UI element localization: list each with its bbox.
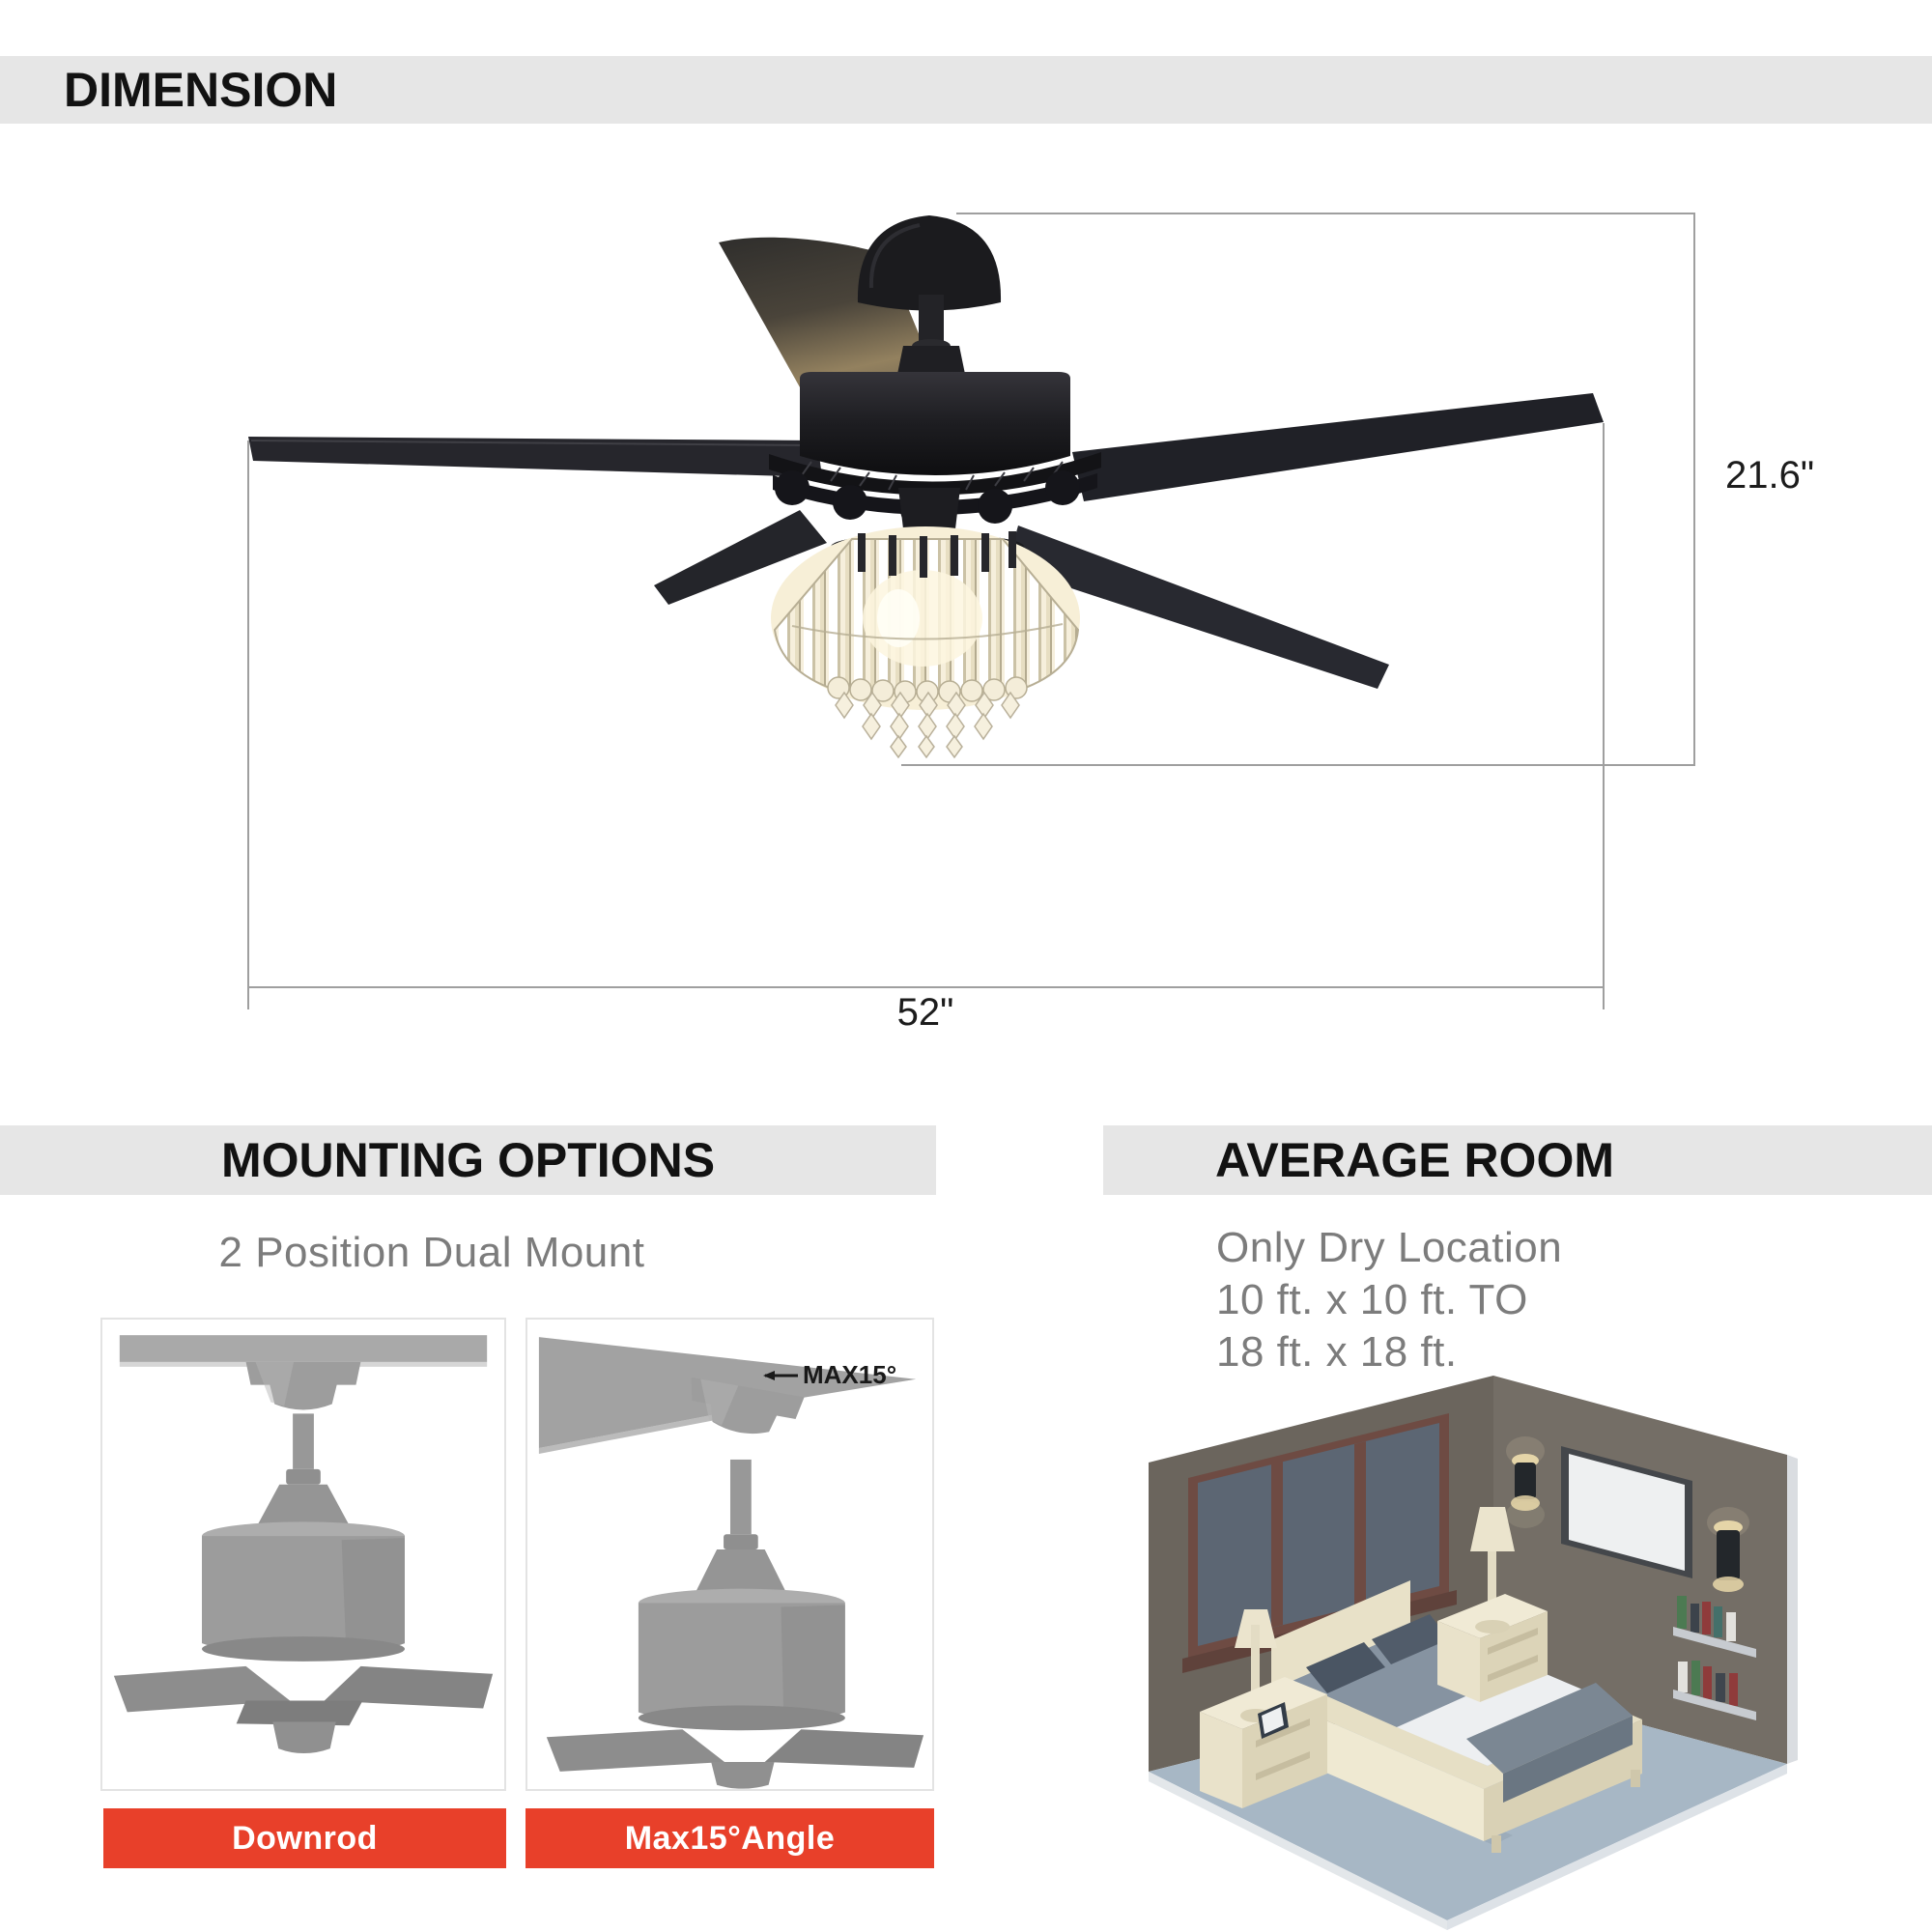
angle-arrow-icon [761, 1368, 800, 1383]
max-angle-button-label: Max15°Angle [624, 1819, 836, 1857]
mounting-header-bar [0, 1125, 936, 1195]
room-header: AVERAGE ROOM [1215, 1133, 1614, 1187]
downrod-button [103, 1808, 506, 1868]
mount-downrod [293, 1413, 314, 1468]
lamp-base [1475, 1620, 1510, 1634]
window-mullion [1271, 1462, 1283, 1628]
ceiling-fan-illustration [232, 203, 1652, 782]
downrod-mount-illustration [102, 1320, 504, 1789]
room-conditions [1216, 1224, 1562, 1380]
dimension-header: DIMENSION [64, 63, 338, 117]
room-condition-line: 18 ft. x 18 ft. [1216, 1328, 1458, 1376]
mount-image-downrod [100, 1318, 506, 1791]
downrod-button-label: Downrod [232, 1819, 378, 1857]
fan-downrod [919, 295, 944, 345]
sconce-glow [1511, 1495, 1540, 1511]
flat-ceiling [120, 1335, 487, 1362]
dimension-line-span [248, 986, 1605, 988]
max-angle-text: MAX15° [803, 1360, 897, 1389]
mounting-subtitle: 2 Position Dual Mount [218, 1229, 645, 1276]
mount-coupler [724, 1534, 758, 1549]
room-illustration [1111, 1370, 1816, 1932]
mount-downrod [730, 1460, 752, 1534]
room-wall-edge [1787, 1455, 1798, 1764]
mount-center-cap [711, 1762, 774, 1789]
room-condition-line: 10 ft. x 10 ft. TO [1216, 1276, 1528, 1323]
sconce-glow [1713, 1577, 1744, 1592]
mount-motor-rim [639, 1706, 845, 1731]
max-angle-note [761, 1360, 896, 1390]
mount-blade-left [547, 1729, 724, 1772]
dimension-header-bar [0, 56, 1932, 124]
fan-motor-housing [800, 372, 1070, 475]
max-angle-button [526, 1808, 934, 1868]
mount-motor-rim [202, 1636, 405, 1662]
dimension-line-fan-bottom [901, 764, 1695, 766]
wall-sconce [1717, 1530, 1740, 1580]
dimension-line-top [956, 213, 1694, 214]
room-header-bar [1103, 1125, 1932, 1195]
bed-leg [1492, 1835, 1501, 1853]
room-condition-line: Only Dry Location [1216, 1224, 1563, 1271]
mounting-header: MOUNTING OPTIONS [220, 1133, 716, 1187]
crystal-drops [836, 693, 1019, 757]
window-mullion [1354, 1441, 1366, 1607]
dimension-line-left-tip [247, 440, 249, 1009]
mount-blade-right [765, 1729, 923, 1768]
blade-span-label: 52" [896, 991, 954, 1034]
mount-center-cap [272, 1721, 335, 1753]
mount-coupler [286, 1469, 321, 1485]
fan-height-label: 21.6" [1725, 454, 1815, 497]
dimension-line-right-tip [1603, 423, 1605, 1009]
dimension-line-height [1693, 213, 1695, 765]
fan-blade-right [1072, 393, 1604, 501]
wall-sconce [1515, 1463, 1536, 1499]
bed-leg [1631, 1770, 1640, 1787]
